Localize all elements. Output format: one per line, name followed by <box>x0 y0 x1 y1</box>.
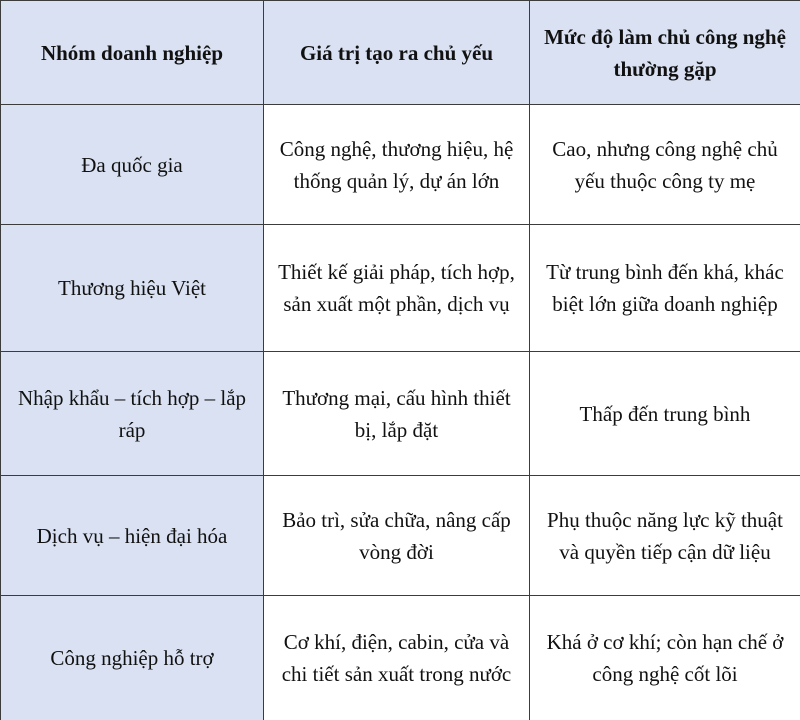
header-cell-value: Giá trị tạo ra chủ yếu <box>264 1 530 105</box>
group-cell: Thương hiệu Việt <box>1 225 264 352</box>
table-row <box>1 105 800 225</box>
table-row <box>1 352 800 476</box>
value-cell: Thiết kế giải pháp, tích hợp, sản xuất một phần, dịch vụ <box>264 225 530 352</box>
value-cell: Thương mại, cấu hình thiết bị, lắp đặt <box>264 352 530 476</box>
tech-mastery-cell: Thấp đến trung bình <box>530 352 800 476</box>
group-cell: Đa quốc gia <box>1 105 264 225</box>
header-cell-tech-mastery: Mức độ làm chủ công nghệ thường gặp <box>530 1 800 105</box>
group-cell: Công nghiệp hỗ trợ <box>1 596 264 720</box>
tech-mastery-cell: Phụ thuộc năng lực kỹ thuật và quyền tiếp cận dữ liệu <box>530 476 800 596</box>
tech-mastery-cell: Từ trung bình đến khá, khác biệt lớn giữa doanh nghiệp <box>530 225 800 352</box>
table-row <box>1 225 800 352</box>
tech-mastery-cell: Khá ở cơ khí; còn hạn chế ở công nghệ cốt lõi <box>530 596 800 720</box>
value-cell: Bảo trì, sửa chữa, nâng cấp vòng đời <box>264 476 530 596</box>
group-cell: Dịch vụ – hiện đại hóa <box>1 476 264 596</box>
tech-mastery-cell: Cao, nhưng công nghệ chủ yếu thuộc công ty mẹ <box>530 105 800 225</box>
value-cell: Cơ khí, điện, cabin, cửa và chi tiết sản xuất trong nước <box>264 596 530 720</box>
header-row <box>1 1 800 105</box>
table-row <box>1 476 800 596</box>
header-cell-group: Nhóm doanh nghiệp <box>1 1 264 105</box>
table-row <box>1 596 800 720</box>
value-cell: Công nghệ, thương hiệu, hệ thống quản lý, dự án lớn <box>264 105 530 225</box>
group-cell: Nhập khẩu – tích hợp – lắp ráp <box>1 352 264 476</box>
